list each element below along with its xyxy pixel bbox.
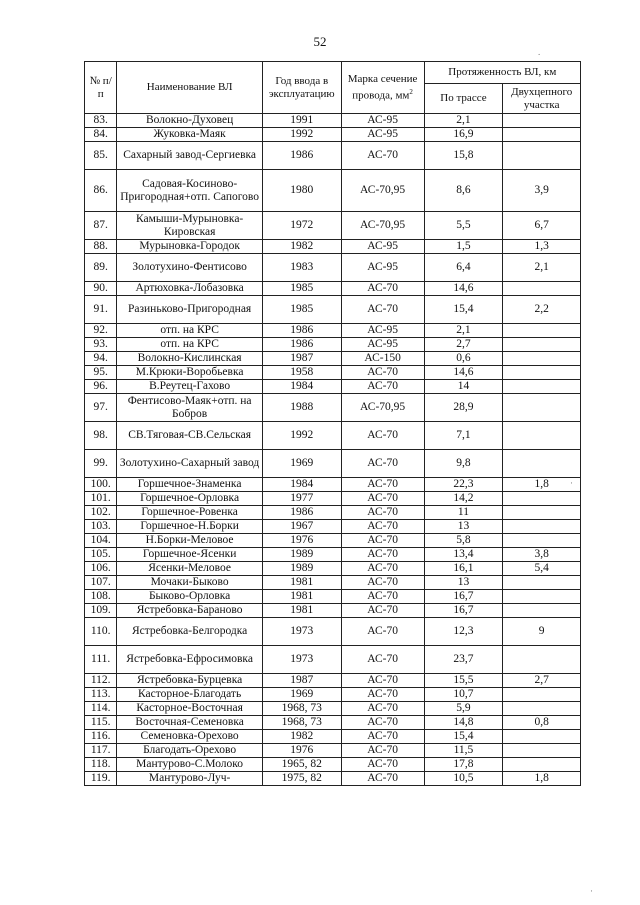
header-year: Год ввода в эксплуатацию <box>262 62 341 114</box>
cell-length: 6,4 <box>424 254 503 282</box>
cell-num: 84. <box>85 128 117 142</box>
cell-length: 14,6 <box>424 366 503 380</box>
cell-num: 103. <box>85 520 117 534</box>
table-row <box>85 114 581 128</box>
cell-mark: АС-70 <box>341 688 424 702</box>
cell-name: Мантурово-С.Молоко <box>117 758 263 772</box>
cell-length: 13 <box>424 520 503 534</box>
cell-name: Фентисово-Маяк+отп. на Бобров <box>117 394 263 422</box>
table-body <box>85 114 581 786</box>
table-row <box>85 730 581 744</box>
cell-mark: АС-95 <box>341 324 424 338</box>
cell-year: 1976 <box>262 744 341 758</box>
cell-year: 1969 <box>262 688 341 702</box>
cell-name: Артюховка-Лобазовка <box>117 282 263 296</box>
cell-mark: АС-70 <box>341 548 424 562</box>
cell-year: 1982 <box>262 730 341 744</box>
cell-length: 13,4 <box>424 548 503 562</box>
table-row <box>85 352 581 366</box>
cell-length: 11 <box>424 506 503 520</box>
table-row <box>85 646 581 674</box>
cell-mark: АС-70 <box>341 282 424 296</box>
cell-double <box>503 702 581 716</box>
header-mark-sup: 2 <box>409 87 413 96</box>
cell-num: 100. <box>85 478 117 492</box>
table-row <box>85 674 581 688</box>
table-row <box>85 548 581 562</box>
cell-year: 1992 <box>262 422 341 450</box>
cell-name: Семеновка-Орехово <box>117 730 263 744</box>
table-row <box>85 142 581 170</box>
cell-double <box>503 352 581 366</box>
cell-mark: АС-70 <box>341 380 424 394</box>
cell-num: 90. <box>85 282 117 296</box>
cell-name: Ястребовка-Бурцевка <box>117 674 263 688</box>
cell-year: 1980 <box>262 170 341 212</box>
cell-num: 117. <box>85 744 117 758</box>
cell-year: 1986 <box>262 506 341 520</box>
table-row <box>85 338 581 352</box>
cell-length: 22,3 <box>424 478 503 492</box>
cell-length: 9,8 <box>424 450 503 478</box>
cell-double: 1,8 <box>503 478 581 492</box>
cell-num: 104. <box>85 534 117 548</box>
table-row <box>85 618 581 646</box>
cell-mark: АС-70 <box>341 142 424 170</box>
cell-name: Золотухино-Фентисово <box>117 254 263 282</box>
cell-double <box>503 114 581 128</box>
cell-year: 1973 <box>262 618 341 646</box>
cell-year: 1986 <box>262 338 341 352</box>
table-row <box>85 716 581 730</box>
cell-name: Ясенки-Меловое <box>117 562 263 576</box>
table-row <box>85 170 581 212</box>
cell-year: 1992 <box>262 128 341 142</box>
cell-length: 14 <box>424 380 503 394</box>
cell-num: 106. <box>85 562 117 576</box>
cell-double: 5,4 <box>503 562 581 576</box>
cell-year: 1973 <box>262 646 341 674</box>
cell-mark: АС-70 <box>341 422 424 450</box>
cell-name: Камыши-Мурыновка-Кировская <box>117 212 263 240</box>
cell-year: 1968, 73 <box>262 716 341 730</box>
cell-year: 1983 <box>262 254 341 282</box>
cell-name: Мочаки-Быково <box>117 576 263 590</box>
cell-name: В.Реутец-Гахово <box>117 380 263 394</box>
cell-double <box>503 380 581 394</box>
cell-year: 1958 <box>262 366 341 380</box>
cell-mark: АС-70 <box>341 744 424 758</box>
cell-name: Сахарный завод-Сергиевка <box>117 142 263 170</box>
cell-double: 2,7 <box>503 674 581 688</box>
cell-num: 118. <box>85 758 117 772</box>
table-row <box>85 562 581 576</box>
cell-double: 3,8 <box>503 548 581 562</box>
cell-name: М.Крюки-Воробьевка <box>117 366 263 380</box>
cell-mark: АС-95 <box>341 254 424 282</box>
cell-length: 12,3 <box>424 618 503 646</box>
cell-length: 8,6 <box>424 170 503 212</box>
cell-mark: АС-70 <box>341 716 424 730</box>
cell-num: 88. <box>85 240 117 254</box>
cell-length: 5,9 <box>424 702 503 716</box>
cell-mark: АС-70 <box>341 478 424 492</box>
cell-year: 1986 <box>262 142 341 170</box>
cell-double: 1,3 <box>503 240 581 254</box>
cell-mark: АС-70 <box>341 534 424 548</box>
cell-length: 2,1 <box>424 114 503 128</box>
cell-year: 1987 <box>262 352 341 366</box>
table-row <box>85 128 581 142</box>
table-row <box>85 212 581 240</box>
table-row <box>85 576 581 590</box>
cell-num: 114. <box>85 702 117 716</box>
cell-num: 110. <box>85 618 117 646</box>
table-row <box>85 240 581 254</box>
cell-mark: АС-70 <box>341 646 424 674</box>
cell-double <box>503 646 581 674</box>
cell-mark: АС-70 <box>341 576 424 590</box>
cell-name: Касторное-Благодать <box>117 688 263 702</box>
table-row <box>85 772 581 786</box>
cell-num: 85. <box>85 142 117 170</box>
cell-length: 2,1 <box>424 324 503 338</box>
cell-double: 2,2 <box>503 296 581 324</box>
cell-year: 1985 <box>262 282 341 296</box>
cell-length: 16,7 <box>424 604 503 618</box>
cell-year: 1981 <box>262 576 341 590</box>
cell-length: 15,5 <box>424 674 503 688</box>
cell-length: 5,8 <box>424 534 503 548</box>
cell-mark: АС-70 <box>341 562 424 576</box>
cell-year: 1976 <box>262 534 341 548</box>
table-row <box>85 604 581 618</box>
cell-length: 14,2 <box>424 492 503 506</box>
cell-double <box>503 520 581 534</box>
table-row <box>85 380 581 394</box>
cell-num: 83. <box>85 114 117 128</box>
table-row <box>85 688 581 702</box>
cell-name: Разиньково-Пригородная <box>117 296 263 324</box>
page-number: 52 <box>313 34 327 49</box>
cell-length: 16,1 <box>424 562 503 576</box>
cell-year: 1969 <box>262 450 341 478</box>
table-row <box>85 450 581 478</box>
cell-mark: АС-95 <box>341 338 424 352</box>
cell-year: 1965, 82 <box>262 758 341 772</box>
cell-num: 113. <box>85 688 117 702</box>
cell-length: 0,6 <box>424 352 503 366</box>
cell-length: 15,4 <box>424 296 503 324</box>
cell-year: 1982 <box>262 240 341 254</box>
cell-double <box>503 366 581 380</box>
cell-name: Н.Борки-Меловое <box>117 534 263 548</box>
cell-num: 91. <box>85 296 117 324</box>
cell-name: Ястребовка-Ефросимовка <box>117 646 263 674</box>
cell-length: 17,8 <box>424 758 503 772</box>
cell-name: Ястребовка-Бараново <box>117 604 263 618</box>
cell-mark: АС-70 <box>341 730 424 744</box>
cell-mark: АС-70 <box>341 590 424 604</box>
cell-name: Золотухино-Сахарный завод <box>117 450 263 478</box>
cell-num: 98. <box>85 422 117 450</box>
cell-mark: АС-70 <box>341 758 424 772</box>
cell-num: 92. <box>85 324 117 338</box>
cell-double <box>503 324 581 338</box>
cell-year: 1989 <box>262 548 341 562</box>
cell-num: 119. <box>85 772 117 786</box>
cell-double <box>503 282 581 296</box>
cell-year: 1991 <box>262 114 341 128</box>
cell-double <box>503 604 581 618</box>
cell-mark: АС-70 <box>341 604 424 618</box>
table-row <box>85 422 581 450</box>
table-row <box>85 758 581 772</box>
table-header <box>85 62 581 114</box>
cell-length: 5,5 <box>424 212 503 240</box>
cell-year: 1972 <box>262 212 341 240</box>
table-row <box>85 296 581 324</box>
cell-num: 99. <box>85 450 117 478</box>
cell-year: 1986 <box>262 324 341 338</box>
cell-double: 9 <box>503 618 581 646</box>
cell-mark: АС-70 <box>341 772 424 786</box>
table-row <box>85 744 581 758</box>
cell-year: 1968, 73 <box>262 702 341 716</box>
cell-double <box>503 142 581 170</box>
cell-name: Жуковка-Маяк <box>117 128 263 142</box>
cell-double: 3,9 <box>503 170 581 212</box>
cell-name: Волокно-Кислинская <box>117 352 263 366</box>
cell-mark: АС-70 <box>341 296 424 324</box>
header-mark <box>341 62 424 114</box>
cell-mark: АС-95 <box>341 114 424 128</box>
cell-num: 108. <box>85 590 117 604</box>
cell-num: 86. <box>85 170 117 212</box>
cell-name: Горшечное-Знаменка <box>117 478 263 492</box>
cell-name: Горшечное-Орловка <box>117 492 263 506</box>
cell-year: 1967 <box>262 520 341 534</box>
cell-mark: АС-70,95 <box>341 170 424 212</box>
table-row <box>85 366 581 380</box>
cell-num: 102. <box>85 506 117 520</box>
cell-double <box>503 394 581 422</box>
cell-name: Быково-Орловка <box>117 590 263 604</box>
cell-length: 11,5 <box>424 744 503 758</box>
cell-double: 6,7 <box>503 212 581 240</box>
cell-length: 2,7 <box>424 338 503 352</box>
cell-num: 112. <box>85 674 117 688</box>
cell-length: 14,6 <box>424 282 503 296</box>
cell-name: Благодать-Орехово <box>117 744 263 758</box>
cell-name: СВ.Тяговая-СВ.Сельская <box>117 422 263 450</box>
cell-num: 96. <box>85 380 117 394</box>
cell-name: Ястребовка-Белгородка <box>117 618 263 646</box>
cell-name: Садовая-Косиново-Пригородная+отп. Сапогово <box>117 170 263 212</box>
cell-mark: АС-70 <box>341 702 424 716</box>
header-double: Двухцепного участка <box>503 84 581 114</box>
cell-length: 23,7 <box>424 646 503 674</box>
table-row <box>85 702 581 716</box>
table-row <box>85 506 581 520</box>
cell-year: 1989 <box>262 562 341 576</box>
cell-name: Мантурово-Луч- <box>117 772 263 786</box>
table-row <box>85 534 581 548</box>
header-route: По трассе <box>424 84 503 114</box>
cell-length: 28,9 <box>424 394 503 422</box>
header-length-group: Протяженность ВЛ, км <box>424 62 580 84</box>
cell-length: 16,7 <box>424 590 503 604</box>
table-row <box>85 394 581 422</box>
table-row <box>85 520 581 534</box>
cell-name: Горшечное-Н.Борки <box>117 520 263 534</box>
cell-num: 115. <box>85 716 117 730</box>
cell-mark: АС-70,95 <box>341 212 424 240</box>
cell-year: 1981 <box>262 604 341 618</box>
table-row <box>85 478 581 492</box>
cell-num: 116. <box>85 730 117 744</box>
cell-name: Горшечное-Ясенки <box>117 548 263 562</box>
cell-length: 15,4 <box>424 730 503 744</box>
table-row <box>85 282 581 296</box>
cell-num: 101. <box>85 492 117 506</box>
cell-year: 1988 <box>262 394 341 422</box>
power-lines-table <box>84 61 581 786</box>
cell-num: 109. <box>85 604 117 618</box>
cell-name: Волокно-Духовец <box>117 114 263 128</box>
cell-mark: АС-150 <box>341 352 424 366</box>
cell-double <box>503 128 581 142</box>
cell-length: 14,8 <box>424 716 503 730</box>
cell-name: Горшечное-Ровенка <box>117 506 263 520</box>
cell-length: 16,9 <box>424 128 503 142</box>
cell-double: 2,1 <box>503 254 581 282</box>
cell-double <box>503 744 581 758</box>
cell-length: 13 <box>424 576 503 590</box>
cell-double <box>503 534 581 548</box>
cell-year: 1984 <box>262 380 341 394</box>
cell-double: 1,8 <box>503 772 581 786</box>
table-row <box>85 492 581 506</box>
cell-num: 107. <box>85 576 117 590</box>
cell-length: 1,5 <box>424 240 503 254</box>
cell-double <box>503 422 581 450</box>
cell-num: 94. <box>85 352 117 366</box>
header-name: Наименование ВЛ <box>117 62 263 114</box>
cell-double <box>503 338 581 352</box>
cell-mark: АС-70 <box>341 366 424 380</box>
cell-double <box>503 758 581 772</box>
cell-year: 1977 <box>262 492 341 506</box>
cell-num: 97. <box>85 394 117 422</box>
cell-mark: АС-70 <box>341 450 424 478</box>
cell-mark: АС-70 <box>341 506 424 520</box>
cell-mark: АС-70,95 <box>341 394 424 422</box>
cell-name: Восточная-Семеновка <box>117 716 263 730</box>
cell-num: 111. <box>85 646 117 674</box>
table-row <box>85 324 581 338</box>
cell-double <box>503 730 581 744</box>
cell-length: 10,5 <box>424 772 503 786</box>
cell-name: отп. на КРС <box>117 338 263 352</box>
cell-length: 15,8 <box>424 142 503 170</box>
cell-year: 1975, 82 <box>262 772 341 786</box>
cell-num: 95. <box>85 366 117 380</box>
cell-double: 0,8 <box>503 716 581 730</box>
cell-year: 1981 <box>262 590 341 604</box>
cell-num: 93. <box>85 338 117 352</box>
cell-double <box>503 576 581 590</box>
cell-num: 89. <box>85 254 117 282</box>
cell-mark: АС-95 <box>341 128 424 142</box>
table-row <box>85 590 581 604</box>
cell-double <box>503 506 581 520</box>
cell-year: 1985 <box>262 296 341 324</box>
cell-double <box>503 492 581 506</box>
cell-year: 1984 <box>262 478 341 492</box>
cell-num: 105. <box>85 548 117 562</box>
cell-length: 7,1 <box>424 422 503 450</box>
cell-name: Касторное-Восточная <box>117 702 263 716</box>
header-mark-text: Марка сечение провода, мм <box>347 73 418 102</box>
cell-name: Мурыновка-Городок <box>117 240 263 254</box>
header-num: № п/п <box>85 62 117 114</box>
cell-year: 1987 <box>262 674 341 688</box>
cell-double <box>503 590 581 604</box>
cell-mark: АС-70 <box>341 618 424 646</box>
cell-name: отп. на КРС <box>117 324 263 338</box>
cell-length: 10,7 <box>424 688 503 702</box>
cell-mark: АС-95 <box>341 240 424 254</box>
cell-double <box>503 450 581 478</box>
cell-mark: АС-70 <box>341 520 424 534</box>
cell-double <box>503 688 581 702</box>
table-row <box>85 254 581 282</box>
cell-mark: АС-70 <box>341 674 424 688</box>
cell-num: 87. <box>85 212 117 240</box>
cell-mark: АС-70 <box>341 492 424 506</box>
